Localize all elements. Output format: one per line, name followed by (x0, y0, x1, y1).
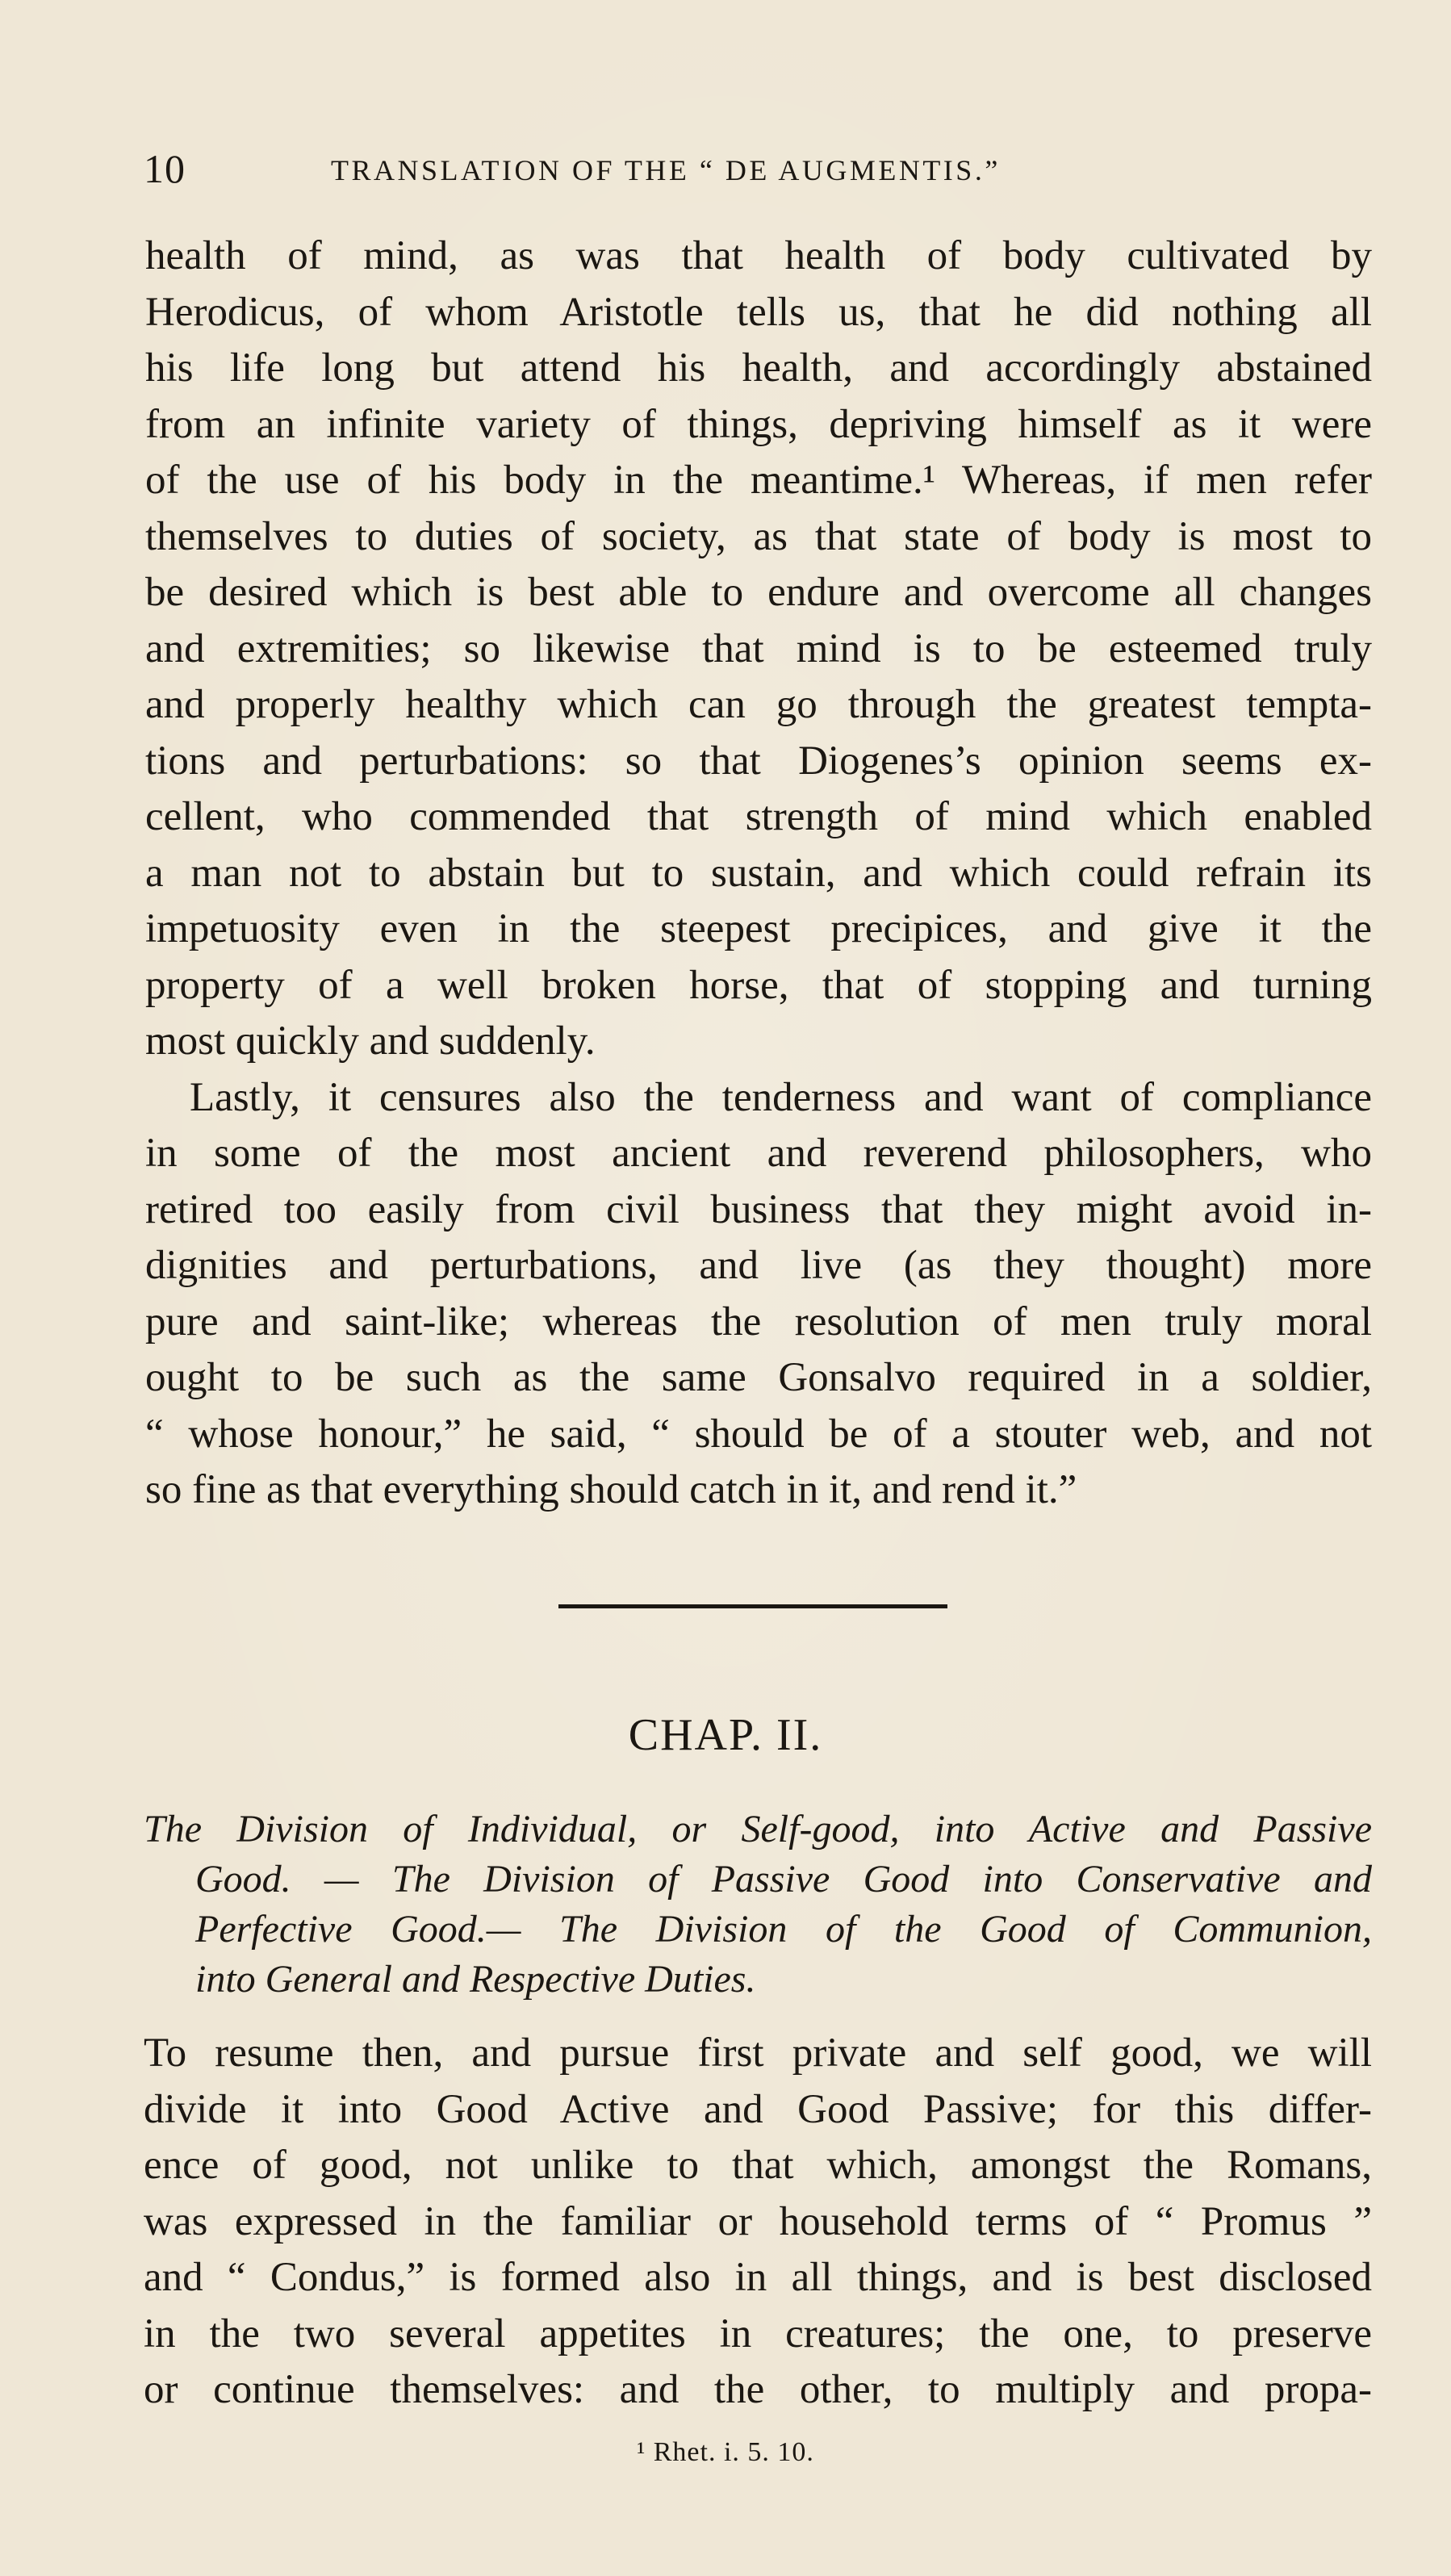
text-line: tions and perturbations: so that Diogenes’s opinion seems ex- (145, 738, 1372, 784)
text-line: “ whose honour,” he said, “ should be of a stouter web, and not (145, 1411, 1372, 1457)
chapter-title: CHAP. II. (628, 1710, 823, 1760)
text-line: Herodicus, of whom Aristotle tells us, that he did nothing all (145, 289, 1372, 335)
text-line: in some of the most ancient and reverend philosophers, who (145, 1131, 1372, 1176)
text-line: property of a well broken horse, that of stopping and turning (145, 962, 1372, 1008)
text-line: To resume then, and pursue first private and self good, we will (144, 2030, 1372, 2076)
text-line: health of mind, as was that health of body cultivated by (145, 233, 1372, 278)
text-line: themselves to duties of society, as that state of body is most to (145, 513, 1372, 559)
footnote: ¹ Rhet. i. 5. 10. (637, 2437, 814, 2467)
text-line: his life long but attend his health, and accordingly abstained (145, 345, 1372, 391)
text-line: and “ Condus,” is formed also in all things, and is best disclosed (144, 2255, 1372, 2300)
text-line: cellent, who commended that strength of mind which enabled (145, 794, 1372, 839)
text-line: pure and saint-like; whereas the resolution of men truly moral (145, 1298, 1372, 1344)
main-text-block (145, 228, 1372, 1519)
section-divider-rule (558, 1604, 947, 1608)
text-line: divide it into Good Active and Good Passive; for this differ- (144, 2086, 1372, 2132)
argument-line: Good. — The Division of Passive Good into Conservative and (195, 1858, 1372, 1901)
text-line: so fine as that everything should catch in it, and rend it.” (145, 1467, 1077, 1512)
text-line: dignities and perturbations, and live (as they thought) more (145, 1243, 1372, 1288)
text-line: be desired which is best able to endure and overcome all changes (145, 570, 1372, 615)
text-line: from an infinite variety of things, depriving himself as it were (145, 401, 1372, 447)
text-line: most quickly and suddenly. (145, 1018, 596, 1064)
text-line: retired too easily from civil business that they might avoid in- (145, 1186, 1372, 1232)
running-title: TRANSLATION OF THE “ DE AUGMENTIS.” (331, 154, 1001, 186)
text-line: or continue themselves: and the other, to multiply and propa- (144, 2367, 1372, 2412)
chapter-text-block (144, 2026, 1372, 2419)
text-line: in the two several appetites in creatures; the one, to preserve (144, 2310, 1372, 2356)
page-header (144, 145, 1354, 202)
text-line: and properly healthy which can go through the greatest tempta- (145, 682, 1372, 727)
text-line: a man not to abstain but to sustain, and which could refrain its (145, 850, 1372, 896)
text-line: was expressed in the familiar or household terms of “ Promus ” (144, 2198, 1372, 2244)
argument-line: Perfective Good.— The Division of the Good of Communion, (195, 1908, 1372, 1951)
text-line: impetuosity even in the steepest precipices, and give it the (145, 906, 1372, 951)
page-number: 10 (144, 146, 186, 191)
text-line: and extremities; so likewise that mind is to be esteemed truly (145, 625, 1372, 671)
argument-line: The Division of Individual, or Self-good, into Active and Passive (144, 1808, 1372, 1850)
argument-line: into General and Respective Duties. (195, 1958, 756, 2001)
text-line: of the use of his body in the meantime.¹ Whereas, if men refer (145, 458, 1372, 503)
text-line: ought to be such as the same Gonsalvo required in a soldier, (145, 1355, 1372, 1400)
chapter-argument (144, 1804, 1372, 2005)
text-line: Lastly, it censures also the tenderness and want of compliance (190, 1074, 1372, 1120)
text-line: ence of good, not unlike to that which, amongst the Romans, (144, 2143, 1372, 2188)
